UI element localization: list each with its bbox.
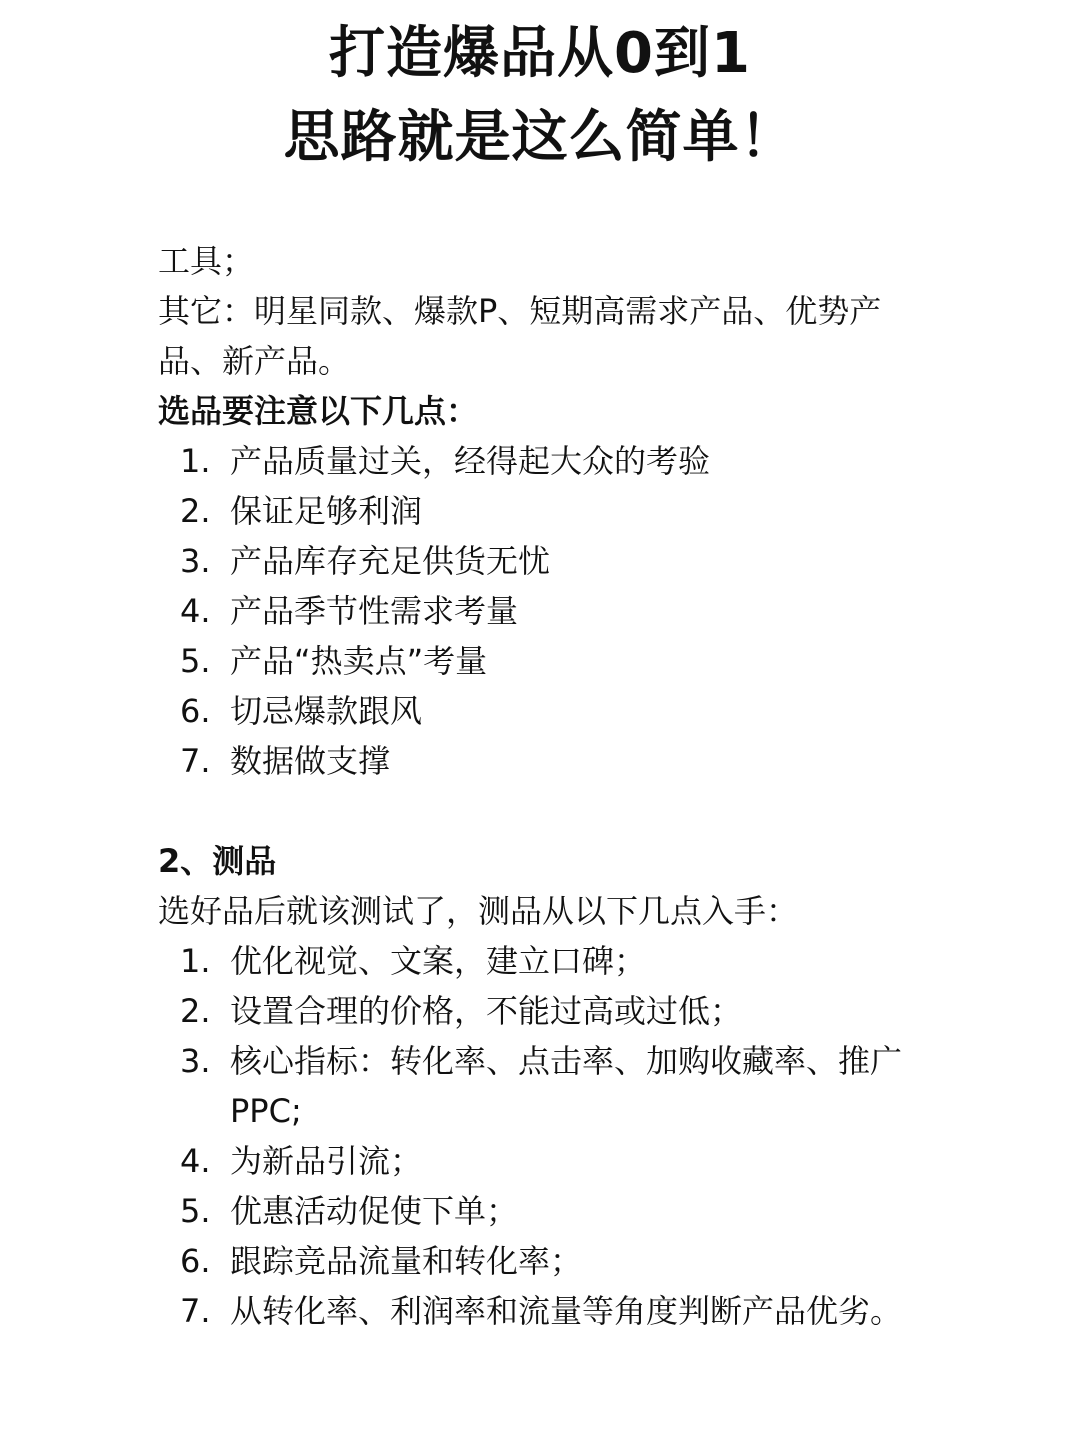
list-item-text: 从转化率、利润率和流量等角度判断产品优劣。 xyxy=(230,1292,903,1330)
selection-heading: 选品要注意以下几点： xyxy=(158,392,479,430)
list-item-number: 1. xyxy=(180,942,211,980)
list-item xyxy=(158,1286,918,1336)
list-item-number: 5. xyxy=(180,642,211,680)
list-item xyxy=(158,736,918,786)
list-item-text: 产品季节性需求考量 xyxy=(230,592,519,630)
list-item-number: 5. xyxy=(180,1192,211,1230)
list-item-text: 为新品引流； xyxy=(230,1142,423,1180)
list-item-number: 3. xyxy=(180,1042,211,1080)
list-item-number: 1. xyxy=(180,442,211,480)
others-line: 其它：明星同款、爆款P、短期高需求产品、优势产品、新产品。 xyxy=(158,292,882,380)
page-title-line-2: 思路就是这么简单！ xyxy=(283,105,797,170)
list-item xyxy=(158,936,918,986)
tools-line: 工具； xyxy=(158,242,255,280)
page-title-line-1: 打造爆品从0到1 xyxy=(329,21,751,86)
list-item-number: 7. xyxy=(180,1292,211,1330)
list-item xyxy=(158,636,918,686)
list-item-number: 7. xyxy=(180,742,211,780)
article-body xyxy=(158,236,918,1336)
list-item-text: 保证足够利润 xyxy=(230,492,423,530)
list-item-text: 产品库存充足供货无忧 xyxy=(230,542,551,580)
list-item-number: 6. xyxy=(180,692,211,730)
list-item-text: 跟踪竞品流量和转化率； xyxy=(230,1242,583,1280)
list-item xyxy=(158,436,918,486)
selection-list xyxy=(158,436,918,786)
list-item-text: 核心指标：转化率、点击率、加购收藏率、推广 PPC; xyxy=(230,1042,903,1130)
list-item-text: 设置合理的价格，不能过高或过低； xyxy=(230,992,743,1030)
list-item xyxy=(158,486,918,536)
list-item-number: 3. xyxy=(180,542,211,580)
list-item xyxy=(158,536,918,586)
list-item xyxy=(158,1136,918,1186)
list-item-text: 产品“热卖点”考量 xyxy=(230,642,488,680)
list-item xyxy=(158,686,918,736)
testing-list xyxy=(158,936,918,1336)
list-item xyxy=(158,1036,918,1136)
list-item-number: 2. xyxy=(180,492,211,530)
list-item xyxy=(158,1236,918,1286)
list-item-number: 6. xyxy=(180,1242,211,1280)
list-item-number: 4. xyxy=(180,1142,211,1180)
testing-heading: 2、测品 xyxy=(158,842,277,880)
list-item-text: 优惠活动促使下单； xyxy=(230,1192,519,1230)
list-item xyxy=(158,586,918,636)
list-item xyxy=(158,1186,918,1236)
list-item-text: 数据做支撑 xyxy=(230,742,391,780)
list-item xyxy=(158,986,918,1036)
testing-intro: 选好品后就该测试了，测品从以下几点入手： xyxy=(158,892,799,930)
section-spacer xyxy=(158,786,918,836)
list-item-text: 优化视觉、文案，建立口碑； xyxy=(230,942,647,980)
list-item-number: 4. xyxy=(180,592,211,630)
list-item-number: 2. xyxy=(180,992,211,1030)
list-item-text: 切忌爆款跟风 xyxy=(230,692,423,730)
list-item-text: 产品质量过关，经得起大众的考验 xyxy=(230,442,711,480)
